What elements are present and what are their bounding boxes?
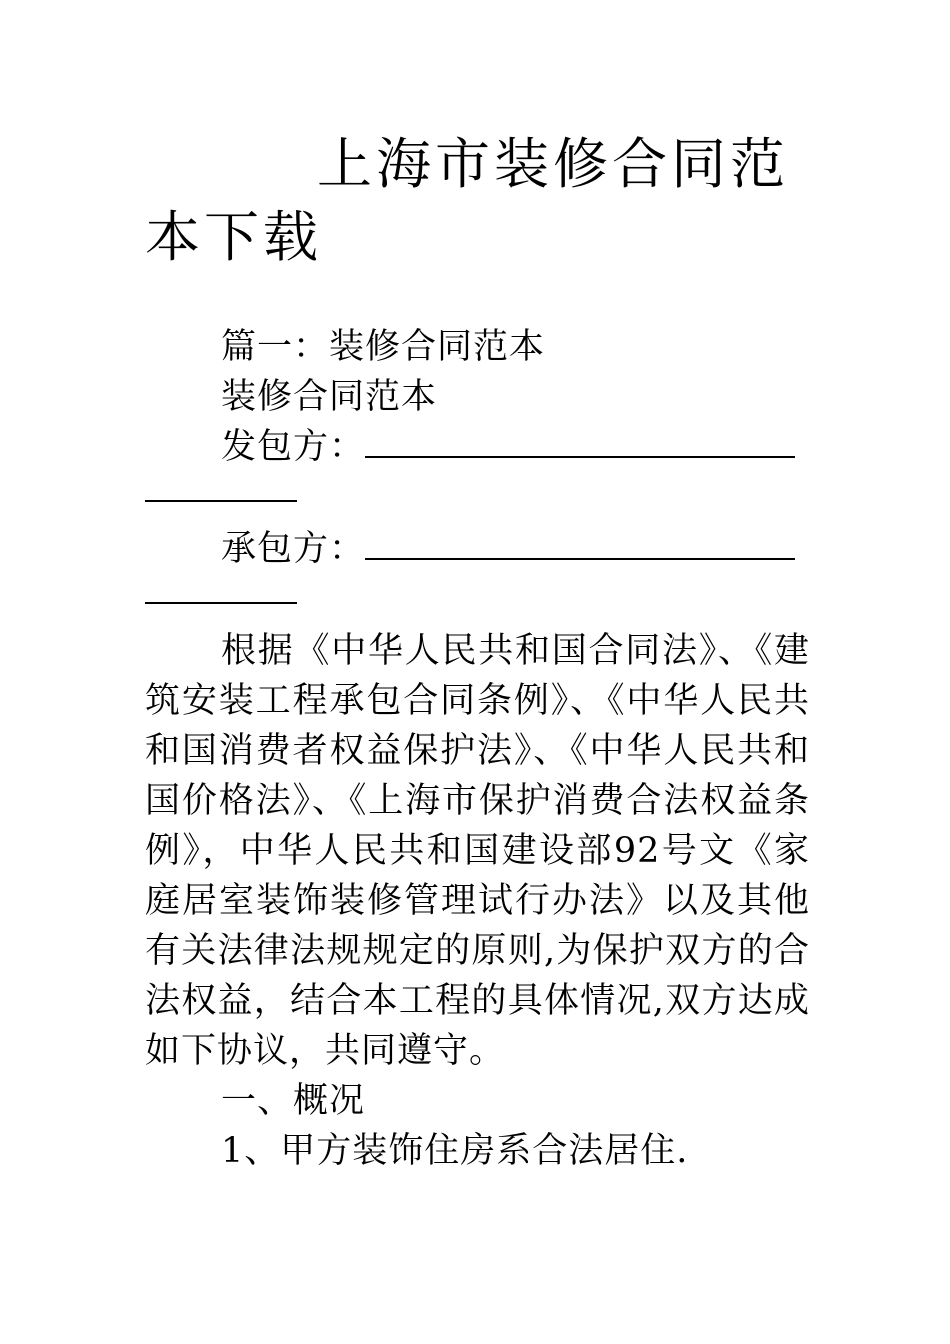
document-title: 上海市装修合同范本下载 xyxy=(145,132,790,269)
party-b-row xyxy=(145,524,810,574)
party-b-blank-continued xyxy=(145,574,297,604)
subheading: 装修合同范本 xyxy=(221,377,438,417)
party-a-row xyxy=(145,422,810,472)
party-a-label: 发包方： xyxy=(221,427,366,467)
document-body xyxy=(145,322,810,1176)
section-heading: 篇一：装修合同范本 xyxy=(221,327,546,367)
party-b-blank xyxy=(365,528,795,560)
party-a-blank xyxy=(365,426,795,458)
clause-heading: 一、概况 xyxy=(221,1081,366,1121)
party-a-blank-continued xyxy=(145,472,297,502)
intro-paragraph: 根据《中华人民共和国合同法》、《建筑安装工程承包合同条例》、《中华人民共和国消费者权益保护法》、《中华人民共和国价格法》、《上海市保护消费合法权益条例》，中华人民共和国建设部92号文《家庭居室装饰装修管理试行办法》以及其他有关法律法规规定的原则,为保护双方的合法权益，结合本工程的具体情况,双方达成如下协议，共同遵守。 xyxy=(145,631,810,1071)
party-b-label: 承包方： xyxy=(221,529,366,569)
clause-1: 1、甲方装饰住房系合法居住. xyxy=(221,1131,689,1171)
